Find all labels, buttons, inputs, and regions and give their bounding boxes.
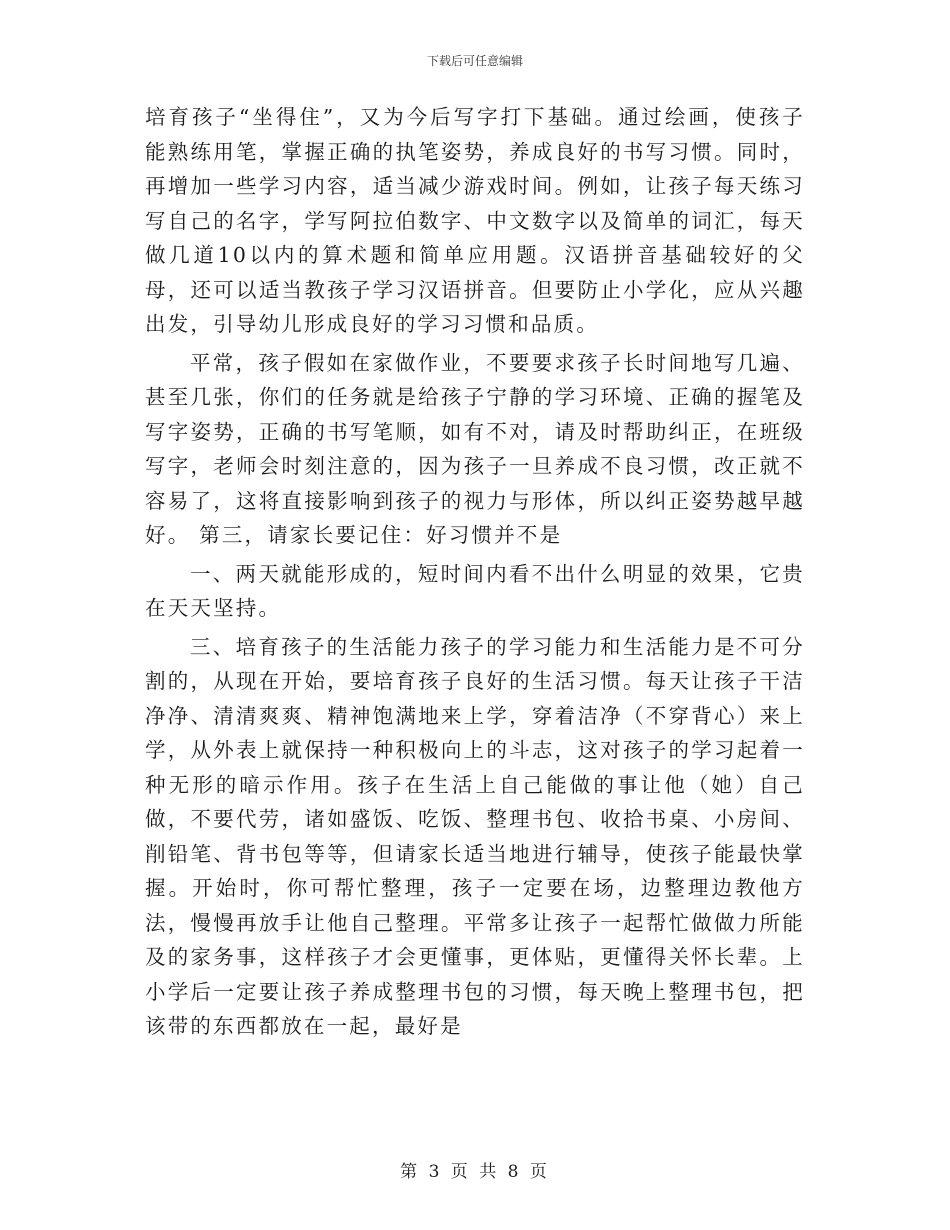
page-footer: 第 3 页 共 8 页 <box>400 1162 550 1182</box>
paragraph: 培育孩子“坐得住”，又为今后写字打下基础。通过绘画，使孩子能熟练用笔，掌握正确的执笔姿势，养成良好的书写习惯。同时，再增加一些学习内容，适当减少游戏时间。例如，让孩子每天练习写自己的名字，学写阿拉伯数字、中文数字以及简单的词汇，每天做几道10以内的算术题和简单应用题。汉语拼音基础较好的父母，还可以适当教孩子学习汉语拼音。但要防止小学化，应从兴趣出发，引导幼儿形成良好的学习习惯和品质。 <box>145 105 805 336</box>
paragraph: 三、培育孩子的生活能力孩子的学习能力和生活能力是不可分割的，从现在开始，要培育孩子良好的生活习惯。每天让孩子干洁净净、清清爽爽、精神饱满地来上学，穿着洁净（不穿背心）来上学，从外表上就保持一种积极向上的斗志，这对孩子的学习起着一种无形的暗示作用。孩子在生活上自己能做的事让他（她）自己做，不要代劳，诸如盛饭、吃饭、整理书包、收拾书桌、小房间、削铅笔、背书包等等，但请家长适当地进行辅导，使孩子能最快掌握。开始时，你可帮忙整理，孩子一定要在场，边整理边教他方法，慢慢再放手让他自己整理。平常多让孩子一起帮忙做做力所能及的家务事，这样孩子才会更懂事，更体贴，更懂得关怀长辈。上小学后一定要让孩子养成整理书包的习惯，每天晚上整理书包，把该带的东西都放在一起，最好是 <box>145 634 805 1038</box>
page-header: 下载后可任意编辑 <box>426 54 523 68</box>
paragraph: 一、两天就能形成的，短时间内看不出什么明显的效果，它贵在天天坚持。 <box>145 561 805 620</box>
paragraph: 平常，孩子假如在家做作业，不要要求孩子长时间地写几遍、甚至几张，你们的任务就是给孩子宁静的学习环境、正确的握笔及写字姿势，正确的书写笔顺，如有不对，请及时帮助纠正，在班级写字，老师会时刻注意的，因为孩子一旦养成不良习惯，改正就不容易了，这将直接影响到孩子的视力与形体，所以纠正姿势越早越好。 第三，请家长要记住：好习惯并不是 <box>145 350 805 547</box>
document-body <box>145 100 805 1048</box>
